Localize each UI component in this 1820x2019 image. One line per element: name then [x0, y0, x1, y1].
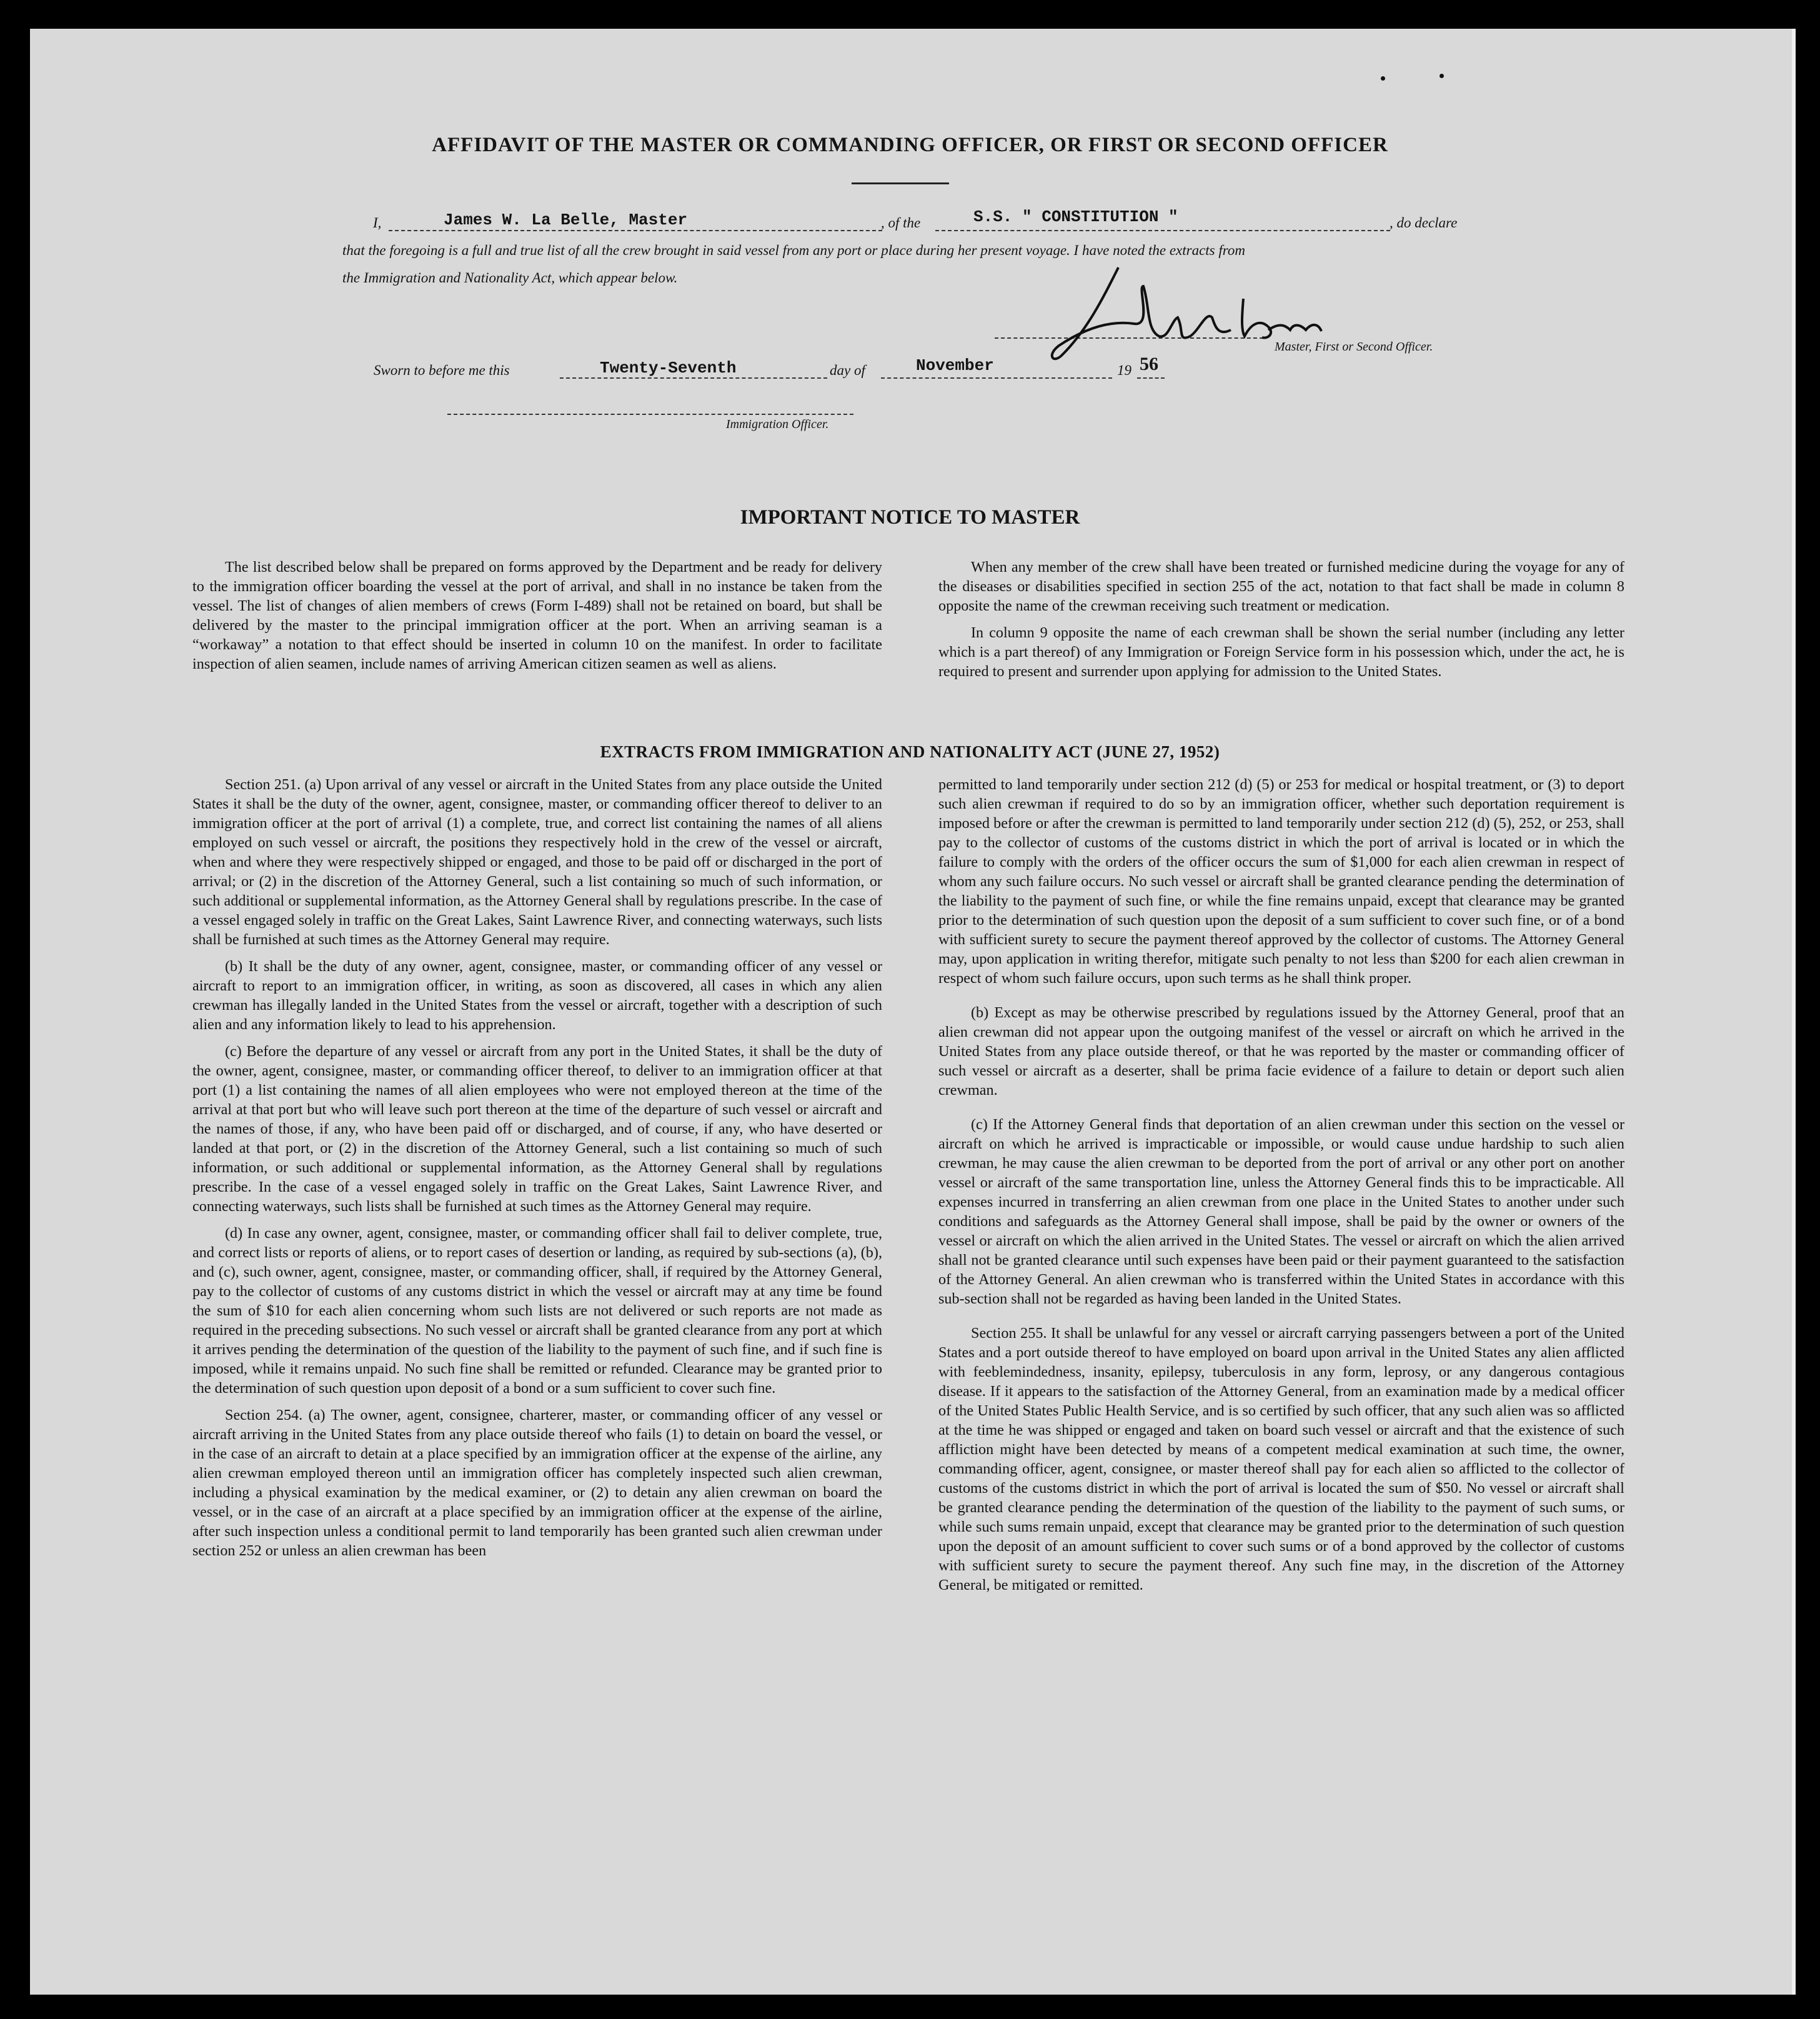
of-the-label: , of the [881, 215, 921, 231]
section-251b: (b) It shall be the duty of any owner, agent, consignee, master, or commanding officer of any vessel or aircraft to report to an immigration officer, in writing, as soon as discovered, all cases in which any alien crewman has illegally landed in the United States from the vessel or aircraft, together with a description of such alien and any information likely to lead to his apprehension. [192, 958, 882, 1033]
affidavit-title: AFFIDAVIT OF THE MASTER OR COMMANDING OFFICER, OR FIRST OR SECOND OFFICER [432, 134, 1388, 156]
vessel-blank-line [935, 230, 1390, 231]
year-prefix: 19 [1117, 362, 1131, 378]
ink-speck [1381, 76, 1385, 81]
notice-right-paragraph-1: When any member of the crew shall have been treated or furnished medicine during the voyage for any of the diseases or disabilities specified in section 255 of the act, notation to that fact shall be made in column 8 opposite the name of the crewman receiving such treatment or medication. [938, 559, 1624, 614]
section-255: Section 255. It shall be unlawful for any vessel or aircraft carrying passengers between a port of the United States and a port outside thereof to have employed on board upon arrival in the United States any alien afflicted with feeblemindedness, insanity, epilepsy, tuberculosis in any form, leprosy, or any dangerous contagious disease. If it appears to the satisfaction of the Attorney General, from an examination made by a medical officer of the United States Public Health Service, and is so certified by such officer, that any such alien was so afflicted at the time he was shipped or engaged and taken on board such vessel or aircraft and that the existence of such affliction might have been detected by means of a competent medical examination at such time, the owner, commanding officer, agent, consignee, or master thereof shall pay for each alien so afflicted to the collector of customs of the customs district in which the port of arrival is located the sum of $50. No vessel or aircraft shall be granted clearance pending the determination of the question of the liability to the payment of such sums, or while such sums remain unpaid, except that clearance may be granted prior to the determination of such question upon the deposit of an amount sufficient to cover such sums or of a bond approved by the collector of customs with sufficient surety to secure the payment thereof. Any such fine may, in the discretion of the Attorney General, be mitigated or remitted. [938, 1325, 1624, 1593]
master-name-value: James W. La Belle, Master [444, 211, 688, 229]
notice-right-column [938, 557, 1624, 689]
extracts-right-column [938, 775, 1624, 1602]
section-251c: (c) Before the departure of any vessel or aircraft from any port in the United States, it shall be the duty of the owner, agent, consignee, master, or commanding officer thereof, to deliver to an immigration officer at that port (1) a list containing the names of all alien employees who were not employed thereon at the time of the arrival at that port but who will leave such port thereon at the time of the departure of such vessel or aircraft and the names of those, if any, who have been paid off or discharged, and of course, if any, who have deserted or landed at that port, or (2) in the discretion of the Attorney General, such a list containing so much of such information, or such additional or supplemental information, as the Attorney General shall by regulations prescribe. In the case of a vessel engaged solely in traffic on the Great Lakes, Saint Lawrence River, and connecting waterways, such lists shall be furnished at such times as the Attorney General may require. [192, 1043, 882, 1215]
declaration-line-1: that the foregoing is a full and true list of all the crew brought in said vessel from any port or place during her present voyage. I have noted the extracts from [342, 242, 1245, 258]
year-line [1137, 377, 1165, 379]
immigration-officer-caption: Immigration Officer. [726, 417, 829, 431]
immigration-officer-line [447, 414, 853, 415]
section-254a: Section 254. (a) The owner, agent, consignee, charterer, master, or commanding officer of any vessel or aircraft arriving in the United States from any place outside thereof who fails (1) to detain on board the vessel, or in the case of an aircraft to detain at a place specified by an immigration officer at the expense of the airline, any alien crewman employed thereon until an immigration officer has completely inspected such alien crewman, including a physical examination by the medical examiner, or (2) to detain any alien crewman on board the vessel, or in the case of an aircraft at a place specified by an immigration officer at the expense of the airline, after such inspection unless a conditional permit to land temporarily has been granted such alien crewman under section 252 or unless an alien crewman has been [192, 1407, 882, 1559]
section-251a: Section 251. (a) Upon arrival of any vessel or aircraft in the United States from any place outside the United States it shall be the duty of the owner, agent, consignee, master, or commanding officer thereof to deliver to an immigration officer at the port of arrival (1) a complete, true, and correct list containing the names of all aliens employed on such vessel or aircraft, the positions they respectively hold in the crew of the vessel or aircraft, when and where they were respectively shipped or engaged, and those to be paid off or discharged in the port of arrival; or (2) in the discretion of the Attorney General, such a list containing so much of such information, or such additional or supplemental information, as the Attorney General shall by regulations prescribe. In the case of a vessel engaged solely in traffic on the Great Lakes, Saint Lawrence River, and connecting waterways, such lists shall be furnished at such times as the Attorney General may require. [192, 776, 882, 948]
section-254b: (b) Except as may be otherwise prescribed by regulations issued by the Attorney General, proof that an alien crewman did not appear upon the outgoing manifest of the vessel or aircraft on which he arrived in the United States from any place outside thereof, or that he was reported by the master or commanding officer of such vessel or aircraft as a deserter, shall be prima facie evidence of a failure to detain or deport such alien crewman. [938, 1004, 1624, 1099]
extracts-left-column [192, 775, 882, 1568]
title-rule [852, 182, 949, 184]
section-254a-continued: permitted to land temporarily under section 212 (d) (5) or 253 for medical or hospital treatment, or (3) to deport such alien crewman if required to do so by an immigration officer, whether such deportation requirement is imposed before or after the crewman is permitted to land temporarily under section 212 (d) (5), 252, or 253, shall pay to the collector of customs of the customs district in which the port of arrival is located or in which the failure to comply with the orders of the officer occurs the sum of $1,000 for each alien crewman in respect of whom any such failure occurs. No such vessel or aircraft shall be granted clearance pending the determination of the liability to the payment of such fine, or while the fine remains unpaid, except that clearance may be granted prior to the determination of such question upon the deposit of a sum sufficient to cover such fine, or of a bond with sufficient surety to secure the payment thereof approved by the collector of customs. The Attorney General may, upon application in writing therefor, mitigate such penalty to not less than $200 for each alien crewman in respect of whom such failure occurs, upon such terms as he shall think proper. [938, 776, 1624, 987]
section-254c: (c) If the Attorney General finds that deportation of an alien crewman under this section on the vessel or aircraft on which he arrived is impracticable or impossible, or would cause undue hardship to such alien crewman, he may cause the alien crewman to be deported from the port of arrival or any other port on another vessel or aircraft of the same transportation line, unless the Attorney General finds this to be impracticable. All expenses incurred in transferring an alien crewman from one place in the United States to another under such conditions and safeguards as the Attorney General shall impose, shall be paid by the owner or owners of the vessel or aircraft on which the alien arrived in the United States. The vessel or aircraft on which the alien arrived shall not be granted clearance until such expenses have been paid or their payment guaranteed to the satisfaction of the Attorney General. An alien crewman who is transferred within the United States in accordance with this sub-section shall not be regarded as having been landed in the United States. [938, 1116, 1624, 1307]
day-of-label: day of [830, 362, 865, 378]
affidavit-i-label: I, [373, 215, 382, 231]
sworn-day-value: Twenty-Seventh [600, 359, 737, 377]
notice-left-column [192, 557, 882, 681]
section-251d: (d) In case any owner, agent, consignee, master, or commanding officer shall fail to deliver complete, true, and correct lists or reports of aliens, or to report cases of desertion or landing, as required by sub-sections (a), (b), and (c), such owner, agent, consignee, master, or commanding officer, shall, if required by the Attorney General, pay to the collector of customs of any customs district in which the vessel or aircraft may at any time be found the sum of $10 for each alien concerning whom such lists are not delivered or such reports are not made as required in the preceding subsections. No such vessel or aircraft shall be granted clearance from any port at which it arrives pending the determination of the question of the liability to the payment of such fine, and if such fine is imposed, while it remains unpaid. No such fine shall be remitted or refunded. Clearance may be granted prior to the determination of such question upon deposit of a bond or a sum sufficient to cover such fine. [192, 1225, 882, 1397]
notice-left-paragraph: The list described below shall be prepared on forms approved by the Department and be ready for delivery to the immigration officer boarding the vessel at the port of arrival, and shall in no instance be taken from the vessel. The list of changes of alien members of crews (Form I-489) shall not be retained on board, but shall be delivered by the master to the principal immigration officer at the port. When an arriving seaman is a “workaway” a notation to that effect should be inserted in column 10 on the manifest. In order to facilitate inspection of alien seamen, include names of arriving American citizen seamen as well as aliens. [192, 559, 882, 672]
name-blank-line [389, 230, 882, 231]
sworn-day-line [560, 377, 827, 379]
sworn-month-line [881, 377, 1112, 379]
sworn-month-value: November [916, 356, 994, 375]
vessel-name-value: S.S. " CONSTITUTION " [973, 207, 1178, 226]
ink-speck [1440, 74, 1444, 78]
notice-title: IMPORTANT NOTICE TO MASTER [740, 506, 1080, 529]
year-value: 56 [1140, 354, 1158, 374]
sworn-label: Sworn to before me this [374, 362, 510, 378]
signature-caption: Master, First or Second Officer. [1275, 340, 1433, 354]
do-declare-label: , do declare [1390, 215, 1458, 231]
extracts-title: EXTRACTS FROM IMMIGRATION AND NATIONALITY ACT (JUNE 27, 1952) [600, 742, 1220, 761]
notice-right-paragraph-2: In column 9 opposite the name of each crewman shall be shown the serial number (including any letter which is a part thereof) of any Immigration or Foreign Service form in his possession which, under the act, he is required to present and surrender upon applying for admission to the United States. [938, 624, 1624, 680]
page-edge [1792, 29, 1796, 1995]
declaration-line-2: the Immigration and Nationality Act, which appear below. [342, 270, 678, 286]
